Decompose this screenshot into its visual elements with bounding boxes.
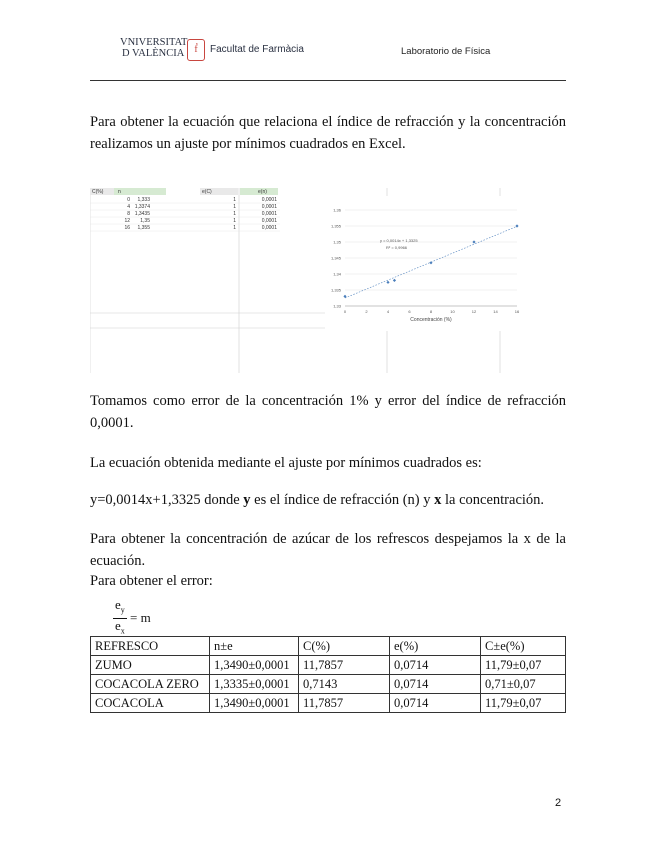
table-cell: 11,7857	[299, 694, 390, 713]
table-cell: 1,3335±0,0001	[210, 675, 299, 694]
university-name-line1: VNIVERSITAT	[120, 37, 188, 48]
y-tick-label: 1,355	[330, 223, 341, 229]
sheet-cell: 1	[233, 218, 236, 224]
equation-text-2: es el índice de refracción (n) y	[250, 492, 435, 508]
table-cell: 0,0714	[390, 656, 481, 675]
table-header-cell: C(%)	[299, 637, 390, 656]
sheet-cell: 1,3435	[134, 211, 150, 217]
var-x: x	[434, 492, 442, 508]
header-divider	[90, 80, 566, 81]
r-squared-label: R² = 0,9966	[386, 245, 408, 250]
sheet-cell: 1,35	[140, 218, 150, 224]
sheet-cell: 0,0001	[261, 218, 277, 224]
formula-rhs: = m	[130, 610, 151, 626]
sheet-cell: 1	[233, 211, 236, 217]
paragraph-equation	[90, 489, 566, 511]
y-tick-label: 1,34	[333, 271, 341, 277]
sheet-cell: 4	[127, 204, 130, 210]
x-axis-label: Concentración (%)	[410, 317, 452, 323]
page-number: 2	[555, 797, 562, 809]
x-tick-label: 16	[514, 309, 520, 314]
y-tick-label: 1,335	[330, 287, 341, 293]
sheet-cell: 1	[233, 225, 236, 231]
sheet-cell: 16	[124, 225, 130, 231]
x-tick-label: 2	[365, 309, 368, 314]
y-tick-label: 1,33	[333, 303, 341, 309]
formula-den-sub: x	[120, 626, 125, 636]
sheet-header: n	[118, 189, 121, 195]
excel-screenshot	[90, 188, 540, 373]
equation-text: y=0,0014x+1,3325 donde	[90, 492, 244, 508]
paragraph-solve: Para obtener la concentración de azúcar de los refrescos despejamos la x de la ecuación.	[90, 531, 566, 569]
table-cell: 0,0714	[390, 675, 481, 694]
table-cell: 11,79±0,07	[481, 656, 566, 675]
table-cell: 1,3490±0,0001	[210, 656, 299, 675]
x-tick-label: 12	[471, 309, 477, 314]
equation-text-3: la concentración.	[441, 492, 545, 508]
table-header-row	[91, 637, 566, 656]
paragraph-intro: Para obtener la ecuación que relaciona el índice de refracción y la concentración realizamos un ajuste por mínimos cuadrados en Excel.	[90, 114, 566, 152]
sheet-cell: 8	[127, 211, 130, 217]
y-tick-label: 1,35	[333, 239, 341, 245]
sheet-cell: 0	[127, 197, 130, 203]
table-header-cell: C±e(%)	[481, 637, 566, 656]
sheet-header: C(%)	[92, 189, 104, 195]
formula-num: e	[115, 597, 121, 612]
formula-den: e	[115, 617, 121, 633]
table-cell: 0,7143	[299, 675, 390, 694]
table-cell: 11,7857	[299, 656, 390, 675]
table-cell: 1,3490±0,0001	[210, 694, 299, 713]
trendline-equation: y = 0,0014x + 1,3325	[380, 238, 418, 243]
university-logo	[120, 37, 304, 59]
x-tick-label: 6	[408, 309, 411, 314]
table-cell: COCACOLA ZERO	[91, 675, 210, 694]
sheet-cell: 1	[233, 197, 236, 203]
table-cell: 0,71±0,07	[481, 675, 566, 694]
table-cell: 11,79±0,07	[481, 694, 566, 713]
calibration-chart	[325, 196, 525, 331]
table-header-cell: REFRESCO	[91, 637, 210, 656]
results-table	[90, 636, 566, 713]
header-title: Laboratorio de Física	[401, 46, 491, 57]
faculty-name: Facultat de Farmàcia	[210, 44, 304, 55]
crest-icon: ḟ	[187, 39, 205, 61]
x-tick-label: 10	[450, 309, 455, 314]
x-tick-label: 14	[493, 309, 498, 314]
table-row	[91, 656, 566, 675]
table-header-cell: e(%)	[390, 637, 481, 656]
table-cell: ZUMO	[91, 656, 210, 675]
sheet-cell: 0,0001	[261, 211, 277, 217]
sheet-cell: 1	[233, 204, 236, 210]
sheet-cell: 1,333	[137, 197, 150, 203]
sheet-cell: 0,0001	[261, 204, 277, 210]
x-tick-label: 4	[386, 309, 390, 314]
x-tick-label: 8	[429, 309, 433, 314]
y-tick-label: 1,345	[330, 255, 341, 261]
sheet-cell: 0,0001	[261, 197, 277, 203]
table-cell: 0,0714	[390, 694, 481, 713]
sheet-cell: 12	[124, 218, 130, 224]
table-cell: COCACOLA	[91, 694, 210, 713]
x-tick-label: 0	[343, 309, 347, 314]
paragraph-errors: Tomamos como error de la concentración 1% y error del índice de refracción 0,0001.	[90, 393, 566, 431]
sheet-cell: 0,0001	[261, 225, 277, 231]
sheet-cell: 1,355	[137, 225, 150, 231]
sheet-header: e(C)	[202, 189, 212, 195]
y-tick-label: 1,36	[333, 207, 341, 213]
formula-num-sub: y	[120, 605, 125, 615]
var-y: y	[243, 492, 251, 508]
table-row	[91, 675, 566, 694]
table-row	[91, 694, 566, 713]
table-header-cell: n±e	[210, 637, 299, 656]
sheet-header: e(n)	[258, 189, 267, 195]
sheet-cell: 1,3374	[134, 204, 150, 210]
paragraph-equation-intro: La ecuación obtenida mediante el ajuste por mínimos cuadrados es:	[90, 455, 482, 471]
paragraph-error-intro: Para obtener el error:	[90, 573, 213, 589]
university-name-line2: D VALÈNCIA	[122, 48, 185, 59]
error-formula	[113, 598, 151, 638]
